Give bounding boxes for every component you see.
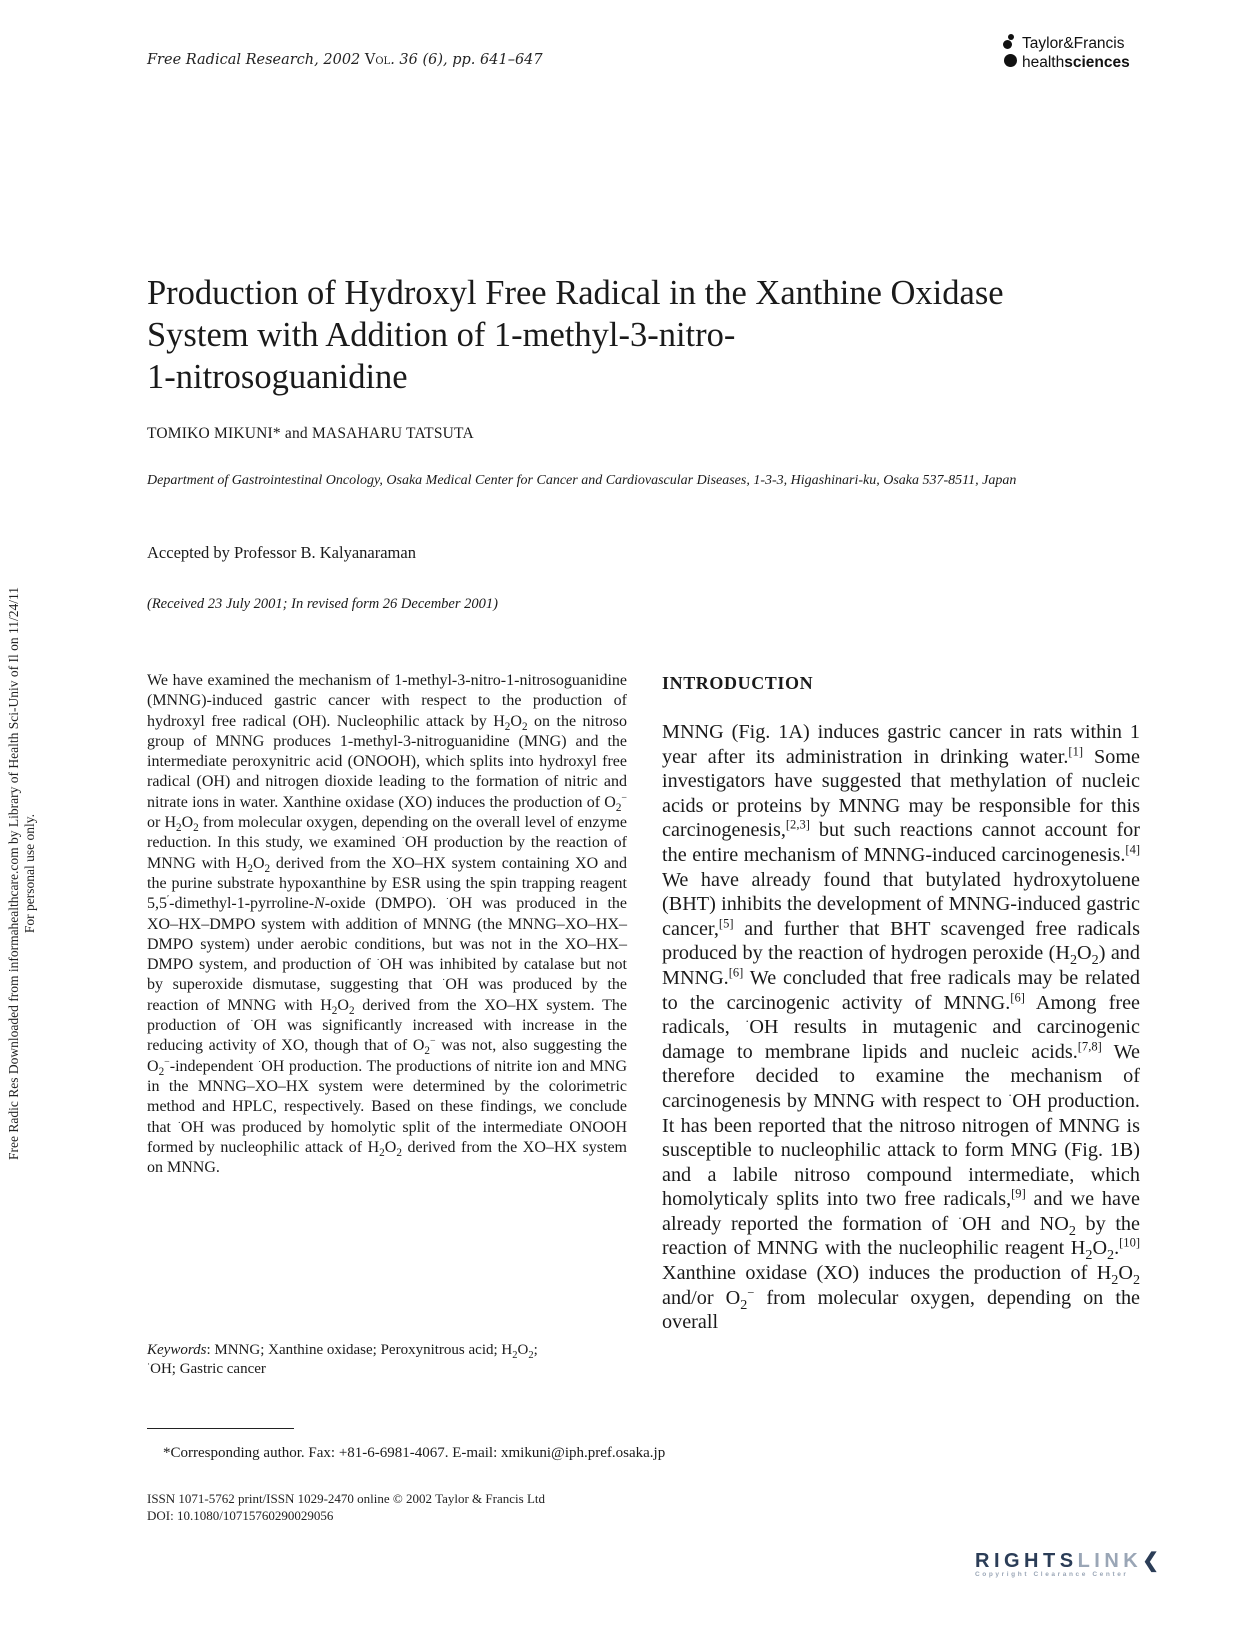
personal-use-note: For personal use only.: [22, 813, 37, 934]
download-note: Free Radic Res Downloaded from informahealthcare.com by Library of Health Sci-Univ of Il on 11/24/11: [6, 587, 21, 1160]
reference-link[interactable]: [7,8]: [1077, 1038, 1102, 1053]
journal-reference: [147, 52, 543, 68]
download-watermark: [6, 587, 38, 1160]
publisher-division: healthsciences: [1022, 54, 1130, 71]
publisher-name: Taylor&Francis: [1022, 35, 1125, 52]
introduction-text: MNNG (Fig. 1A) induces gastric cancer in rats within 1 year after its administration in drinking water.[1] Some investigators have suggested that methylation of nucleic acids or proteins by MNNG may be responsible for this carcinogenesis,[2,3] but such reactions cannot account for the entire mechanism of MNNG-induced carcinogenesis.[4] We have already found that butylated hydroxytoluene (BHT) inhibits the development of MNNG-induced gastric cancer,[5] and further that BHT scavenged free radicals produced by the reaction of hydrogen peroxide $(H_2O_2)$ and MNNG.[6] We concluded that free radicals may be related to the carcinogenic activity of MNNG.[6] Among free radicals, ·OH results in mutagenic and carcinogenic damage to membrane lipids and nucleic acids.[7,8] We therefore decided to examine the mechanism of carcinogenesis by MNNG with respect to ·OH production. It has been reported that the nitroso nitrogen of MNNG is susceptible to nucleophilic attack to form MNG (Fig. 1B) and a labile nitroso compound intermediate, which homolyticaly splits into two free radicals,[9] and we have already reported the formation of ·OH and $NO_2$ by the reaction of MNNG with the nucleophilic reagent $H_2O_2.[10]$ Xanthine oxidase (XO) induces the production of $H_2O_2$ and/or $O_2^-$ from molecular oxygen, depending on the overall: [662, 721, 1141, 1334]
corresponding-author-footnote: *Corresponding author. Fax: +81-6-6981-4067. E-mail: xmikuni@iph.pref.osaka.jp: [163, 1445, 666, 1461]
reference-link[interactable]: [5]: [718, 916, 734, 931]
affiliation: Department of Gastrointestinal Oncology, Osaka Medical Center for Cancer and Cardiovascular Diseases, 1-3-3, Higashinari-ku, Osaka 537-8511, Japan: [147, 473, 1017, 488]
reference-link[interactable]: [9]: [1011, 1186, 1026, 1201]
rightslink-subtitle: Copyright Clearance Center: [975, 1571, 1129, 1578]
footnote-divider: [147, 1428, 294, 1429]
issn: ISSN 1071-5762 print/ISSN 1029-2470 online © 2002 Taylor & Francis Ltd: [147, 1491, 545, 1506]
reference-link[interactable]: [4]: [1125, 842, 1140, 857]
section-heading-introduction: INTRODUCTION: [662, 673, 814, 693]
reference-link[interactable]: [2,3]: [785, 817, 810, 832]
journal-pages: . 36 (6), pp. 641–647: [390, 52, 543, 68]
abstract: We have examined the mechanism of 1-methyl-3-nitro-1-nitrosoguanidine (MNNG)-induced gastric cancer with respect to the production of hydroxyl free radical (OH). Nucleophilic attack by $H_2O_2$ on the nitroso group of MNNG produces 1-methyl-3-nitroguanidine (MNG) and the intermediate peroxynitric acid (ONOOH), which splits into hydroxyl free radical (OH) and nitrogen dioxide leading to the formation of nitric and nitrate ions in water. Xanthine oxidase (XO) induces the production of $O_2^-$ or $H_2O_2$ from molecular oxygen, depending on the overall level of enzyme reduction. In this study, we examined ·OH production by the reaction of MNNG with $H_2O_2$ derived from the XO–HX system containing XO and the purine substrate hypoxanthine by ESR using the spin trapping reagent 5,5′-dimethyl-1-pyrroline-N-oxide (DMPO). ·OH was produced in the XO–HX–DMPO system with addition of MNNG (the MNNG–XO–HX–DMPO system) under aerobic conditions, but was not in the XO–HX–DMPO system, and production of ·OH was inhibited by catalase but not by superoxide dismutase, suggesting that ·OH was produced by the reaction of MNNG with $H_2O_2$ derived from the XO–HX system. The production of ·OH was significantly increased with increase in the reducing activity of XO, though that of $O_2^-$ was not, also suggesting the $O_2^-$-independent ·OH production. The productions of nitrite ion and MNG in the MNNG–XO–HX system were determined by the colorimetric method and HPLC, respectively. Based on these findings, we conclude that ·OH was produced by homolytic split of the intermediate ONOOH formed by nucleophilic attack of $H_2O_2$ derived from the XO–HX system on MNNG.: [147, 672, 628, 1177]
keywords: Keywords: MNNG; Xanthine oxidase; Peroxynitrous acid; $H_2O_2$; ·OH; Gastric cancer: [147, 1342, 538, 1377]
rightslink-arrow-icon: ❮: [1142, 1550, 1164, 1572]
reference-link[interactable]: [1]: [1068, 743, 1083, 758]
rightslink-logo[interactable]: RIGHTSLINK❮ Copyright Clearance Center: [975, 1548, 1195, 1578]
authors: TOMIKO MIKUNI* and MASAHARU TATSUTA: [147, 425, 474, 442]
issn-doi: [147, 1490, 545, 1524]
reference-link[interactable]: [6]: [728, 965, 744, 980]
article-title: Production of Hydroxyl Free Radical in the Xanthine Oxidase System with Addition of 1-methyl-3-nitro- 1-nitrosoguanidine: [147, 274, 1004, 396]
publisher-logo: [1002, 34, 1152, 72]
volume-label: Vol: [364, 52, 391, 68]
journal-year: , 2002: [314, 52, 365, 68]
doi: DOI: 10.1080/10715760290029056: [147, 1508, 334, 1523]
accepted-by: Accepted by Professor B. Kalyanaraman: [147, 543, 416, 562]
journal-name: Free Radical Research: [147, 52, 315, 68]
rightslink-text: RIGHTS: [975, 1550, 1078, 1572]
reference-link[interactable]: [10]: [1119, 1235, 1140, 1250]
received-dates: (Received 23 July 2001; In revised form 26 December 2001): [147, 596, 498, 612]
reference-link[interactable]: [6]: [1010, 989, 1025, 1004]
publisher-dots-icon: [1002, 34, 1018, 72]
